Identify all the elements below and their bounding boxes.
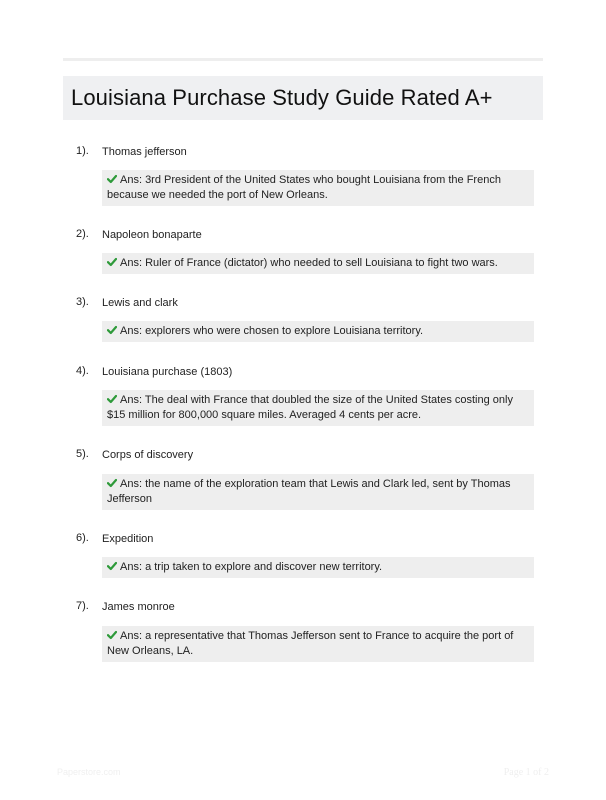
question-term: Thomas jefferson bbox=[102, 146, 187, 158]
question-number: 7). bbox=[76, 600, 89, 612]
question-number: 3). bbox=[76, 296, 89, 308]
checkmark-icon bbox=[107, 325, 117, 335]
answer-box bbox=[102, 626, 534, 662]
answer-box bbox=[102, 321, 534, 342]
answer-box bbox=[102, 253, 534, 274]
answer-text: Ans: The deal with France that doubled the size of the United States costing only $15 million for 800,000 square miles. Averaged 4 cents per acre. bbox=[107, 394, 513, 421]
question-number: 5). bbox=[76, 448, 89, 460]
question-number: 6). bbox=[76, 532, 89, 544]
checkmark-icon bbox=[107, 257, 117, 267]
answer-text: Ans: Ruler of France (dictator) who needed to sell Louisiana to fight two wars. bbox=[120, 257, 498, 269]
answer-text: Ans: a representative that Thomas Jefferson sent to France to acquire the port of New Orleans, LA. bbox=[107, 630, 514, 657]
page-title: Louisiana Purchase Study Guide Rated A+ bbox=[71, 85, 493, 110]
question-term: Lewis and clark bbox=[102, 297, 178, 309]
answer-box bbox=[102, 390, 534, 426]
answer-text: Ans: a trip taken to explore and discover new territory. bbox=[120, 561, 383, 573]
checkmark-icon bbox=[107, 174, 117, 184]
question-number: 4). bbox=[76, 365, 89, 377]
footer-watermark: Paperstore.com bbox=[57, 767, 121, 777]
page-number: Page 1 of 2 bbox=[503, 767, 549, 778]
answer-text: Ans: explorers who were chosen to explore Louisiana territory. bbox=[120, 325, 424, 337]
answer-text: Ans: the name of the exploration team that Lewis and Clark led, sent by Thomas Jefferson bbox=[107, 478, 511, 505]
question-term: Corps of discovery bbox=[102, 449, 194, 461]
top-divider bbox=[63, 58, 543, 61]
question-term: Louisiana purchase (1803) bbox=[102, 366, 233, 378]
question-number: 2). bbox=[76, 228, 89, 240]
answer-box bbox=[102, 474, 534, 510]
question-term: Napoleon bonaparte bbox=[102, 229, 202, 241]
question-number: 1). bbox=[76, 145, 89, 157]
answer-box bbox=[102, 170, 534, 206]
question-term: James monroe bbox=[102, 601, 175, 613]
answer-box bbox=[102, 557, 534, 578]
question-term: Expedition bbox=[102, 533, 154, 545]
checkmark-icon bbox=[107, 478, 117, 488]
answer-text: Ans: 3rd President of the United States who bought Louisiana from the French because we needed the port of New Orleans. bbox=[107, 174, 501, 201]
title-bar bbox=[63, 76, 543, 120]
checkmark-icon bbox=[107, 630, 117, 640]
checkmark-icon bbox=[107, 561, 117, 571]
checkmark-icon bbox=[107, 394, 117, 404]
